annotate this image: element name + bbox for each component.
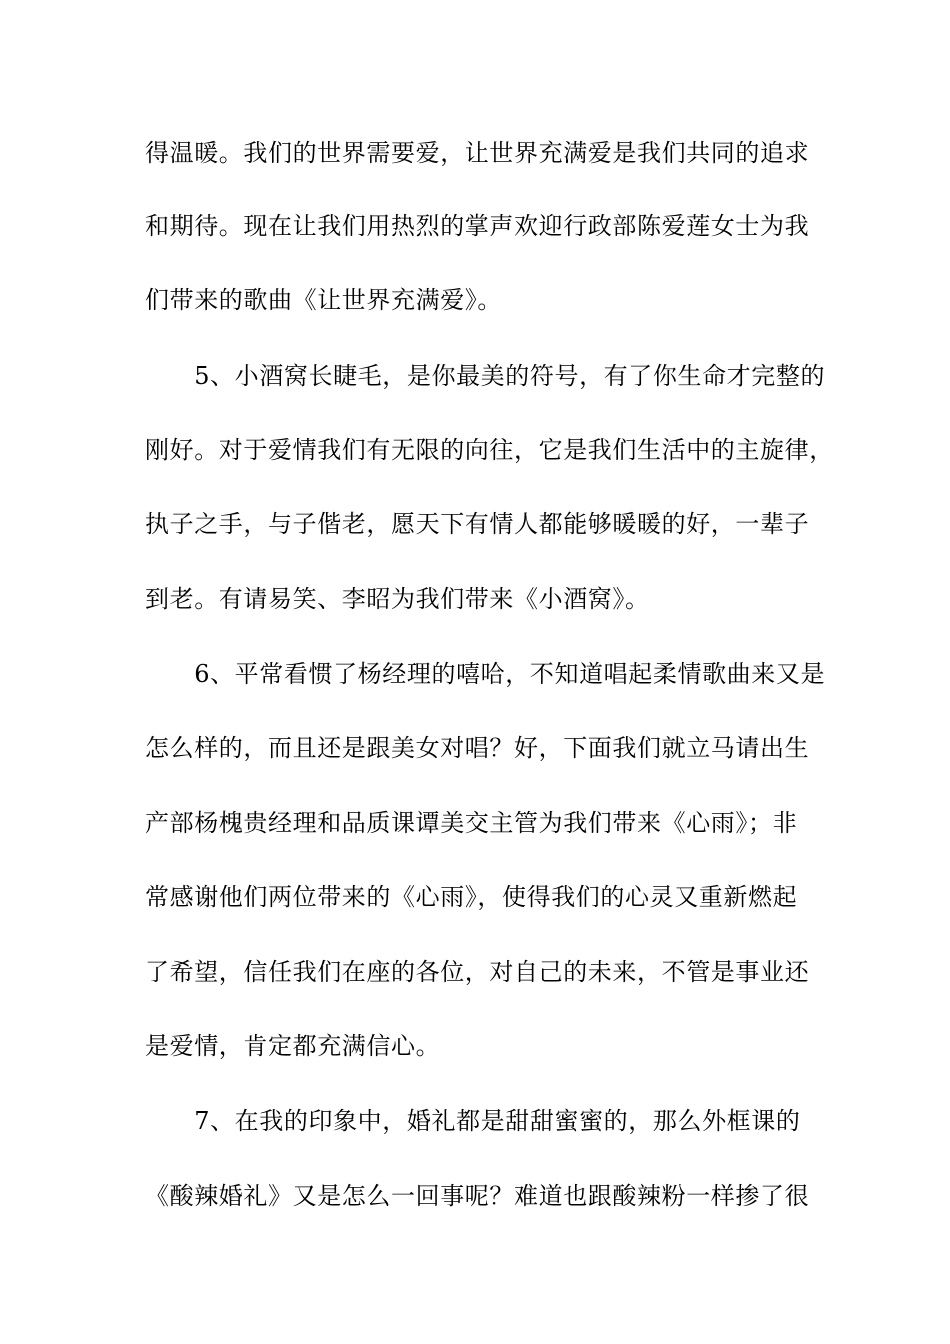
text-line-14: 7、在我的印象中，婚礼都是甜甜蜜蜜的，那么外框课的 (145, 1107, 801, 1135)
text-line-10: 产部杨槐贵经理和品质课谭美交主管为我们带来《心雨》；非 (145, 809, 798, 837)
text-line-11: 常感谢他们两位带来的《心雨》，使得我们的心灵又重新燃起 (145, 883, 798, 911)
text-line-5: 刚好。对于爱情我们有无限的向往，它是我们生活中的主旋律， (145, 436, 834, 464)
text-line-4: 5、小酒窝长睫毛，是你最美的符号，有了你生命才完整的 (145, 362, 826, 390)
text-line-3: 们带来的歌曲《让世界充满爱》。 (145, 286, 502, 314)
text-line-13: 是爱情，肯定都充满信心。 (145, 1032, 441, 1060)
text-line-2: 和期待。现在让我们用热烈的掌声欢迎行政部陈爱莲女士为我 (145, 212, 810, 240)
text-line-1: 得温暖。我们的世界需要爱，让世界充满爱是我们共同的追求 (145, 139, 810, 167)
text-line-12: 了希望，信任我们在座的各位，对自己的未来，不管是事业还 (145, 958, 810, 986)
text-line-9: 怎么样的，而且还是跟美女对唱？好，下面我们就立马请出生 (145, 734, 810, 762)
text-line-7: 到老。有请易笑、李昭为我们带来《小酒窝》。 (145, 585, 650, 613)
text-line-6: 执子之手，与子偕老，愿天下有情人都能够暖暖的好，一辈子 (145, 510, 810, 538)
text-line-15: 《酸辣婚礼》又是怎么一回事呢？难道也跟酸辣粉一样掺了很 (145, 1182, 810, 1210)
text-line-8: 6、平常看惯了杨经理的嘻哈，不知道唱起柔情歌曲来又是 (145, 660, 826, 688)
